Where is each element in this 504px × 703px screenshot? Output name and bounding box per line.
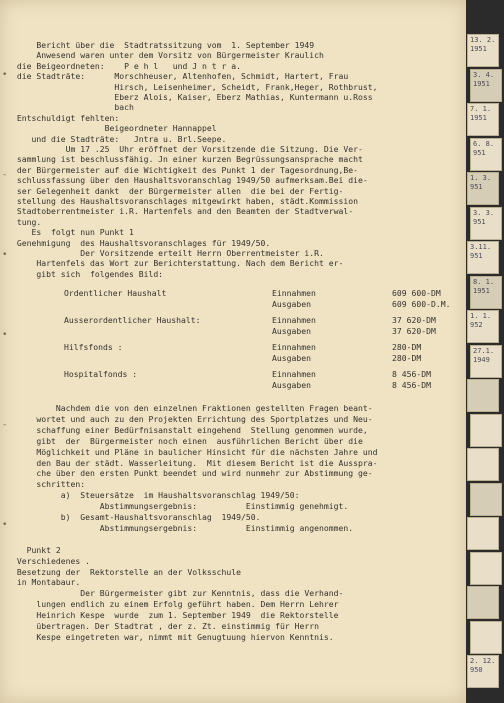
budget-amount: 280-DM xyxy=(392,352,422,363)
text-line: Der Vorsitzende erteilt Herrn Oberrentmeister i.R. xyxy=(12,248,324,258)
text-line: Anwesend waren unter dem Vorsitz von Bürgermeister Kraulich xyxy=(12,50,324,61)
text-line: lungen endlich zu einem Erfolg geführt haben. Dem Herrn Lehrer xyxy=(12,599,339,610)
text-line: Der Bürgermeister gibt zur Kenntnis, dass die Verhand- xyxy=(12,588,344,599)
text-line: Genehmigung des Haushaltsvoranschlages für 1949/50. xyxy=(12,237,271,248)
index-tab: 8. 1. 1951 xyxy=(470,276,502,309)
text-line: die Beigeordneten: P e h l und J n t r a. xyxy=(12,60,242,71)
text-line: und die Stadträte: Jntra u. Brl.Seepe. xyxy=(12,133,227,144)
text-line: Entschuldigt fehlten: xyxy=(12,112,120,123)
index-tab xyxy=(470,414,502,447)
text-line: gibt der Bürgermeister noch einen ausführlichen Bericht über die xyxy=(12,435,363,446)
budget-item: Einnahmen xyxy=(272,315,316,325)
margin-mark: - xyxy=(2,420,8,430)
text-line: die Stadträte: Morschheuser, Altenhofen, Schmidt, Hartert, Frau xyxy=(12,71,349,82)
text-line: gibt sich folgendes Bild: xyxy=(12,268,164,279)
margin-mark: • xyxy=(2,70,8,80)
index-tab: 7. 1. 1951 xyxy=(467,103,499,136)
text-line: Hartenfels das Wort zur Berichterstattung. Nach dem Bericht er- xyxy=(12,258,344,269)
text-line: tung. xyxy=(12,216,42,227)
index-tab: 3. 3. 951 xyxy=(470,207,502,240)
text-line: Abstimmungsergebnis: Einstimmig angenommen. xyxy=(12,522,354,533)
text-line: Stadtoberrentmeister i.R. Hartenfels and den Beamten der Stadtverwal- xyxy=(12,206,354,217)
text-line: wortet und auch zu den Projekten Errichtung des Sportplatzes und Neu- xyxy=(12,413,373,424)
text-line: bach xyxy=(12,102,134,113)
text-line: schritten: xyxy=(12,479,86,490)
budget-amount: 609 600-DM xyxy=(392,288,441,298)
index-tab xyxy=(470,552,502,585)
index-tab: 3. 4. 1951 xyxy=(470,69,502,102)
budget-amount: 609 600-D.M. xyxy=(392,298,451,309)
text-line: Hirsch, Leisenheimer, Scheidt, Frank,Heger, Rothbrust, xyxy=(12,81,378,92)
text-line: schlussfassung über den Haushaltsvoranschlag 1949/50 aufmerksam.Bei die- xyxy=(12,175,368,186)
budget-item: Einnahmen xyxy=(272,288,316,298)
index-tab: 2. 12. 950 xyxy=(467,655,499,688)
text-line: Beigeordneter Hannappel xyxy=(12,123,217,134)
text-line: Nachdem die von den einzelnen Fraktionen gestellten Fragen beant- xyxy=(12,403,373,413)
index-tab xyxy=(470,621,502,654)
text-line: Eberz Alois, Kaiser, Eberz Mathias, Kuntermann u.Ross xyxy=(12,92,373,102)
text-line: sammlung ist beschlussfähig. Jn einer kurzen Begrüssungsansprache macht xyxy=(12,154,363,165)
text-line: übertragen. Der Stadtrat , der z. Zt. einstimmig für Herrn xyxy=(12,621,319,631)
index-tab: 1. 1. 952 xyxy=(467,310,499,343)
text-line: schaffung einer Bedürfnisanstalt eingehend Stellung genommen wurde, xyxy=(12,424,368,435)
index-tab: 6. 8. 951 xyxy=(470,138,502,171)
text-line: Möglichkeit und Pläne in baulicher Hinsicht für die nächsten Jahre und xyxy=(12,446,378,457)
budget-section-label: Ordentlicher Haushalt xyxy=(64,288,167,298)
text-line: Besetzung der Rektorstelle an der Volksschule xyxy=(12,566,242,577)
index-tab xyxy=(467,586,499,619)
budget-amount: 280-DM xyxy=(392,342,422,352)
text-line: Abstimmungsergebnis: Einstimmig genehmigt. xyxy=(12,501,349,512)
margin-mark: - xyxy=(2,170,8,180)
text-line: Heinrich Kespe wurde zum 1. September 1949 die Rektorstelle xyxy=(12,610,339,621)
budget-item: Ausgaben xyxy=(272,379,311,390)
margin-mark: • xyxy=(2,520,8,530)
text-line: b) Gesamt-Haushaltsvoranschlag 1949/50. xyxy=(12,512,261,522)
budget-amount: 37 620-DM xyxy=(392,315,436,325)
index-tab: 3.11. 951 xyxy=(467,241,499,274)
budget-section-label: Ausserordentlicher Haushalt: xyxy=(64,315,201,325)
margin-mark: • xyxy=(2,250,8,260)
index-tab xyxy=(467,517,499,550)
index-tab xyxy=(467,448,499,481)
text-line: Kespe eingetreten war, nimmt mit Genugtuung hiervon Kenntnis. xyxy=(12,631,334,642)
index-tab xyxy=(467,379,499,412)
index-tab xyxy=(470,483,502,516)
budget-amount: 8 456-DM xyxy=(392,369,431,379)
index-tab: 13. 2. 1951 xyxy=(467,34,499,67)
budget-amount: 37 620-DM xyxy=(392,325,436,336)
budget-item: Einnahmen xyxy=(272,342,316,352)
file-index-tabs xyxy=(466,0,504,703)
text-line: a) Steuersätze im Haushaltsvoranschlag 1949/50: xyxy=(12,490,300,501)
text-line: ser Gelegenheit dankt der Bürgermeister allen die bei der Fertig- xyxy=(12,185,344,196)
text-line: Bericht über die Stadtratssitzung vom 1. September 1949 xyxy=(12,40,315,50)
budget-section-label: Hospitalfonds : xyxy=(64,369,138,379)
budget-item: Ausgaben xyxy=(272,298,311,309)
text-line: Punkt 2 xyxy=(12,544,61,555)
budget-item: Einnahmen xyxy=(272,369,316,379)
text-line: Um 17 .25 Uhr eröffnet der Vorsitzende die Sitzung. Die Ver- xyxy=(12,144,363,154)
budget-amount: 8 456-DM xyxy=(392,379,431,390)
text-line: che über den ersten Punkt beendet und wird nunmehr zur Abstimmung ge- xyxy=(12,468,373,479)
text-line: stellung des Haushaltsvoranschlages mitgewirkt haben, städt.Kommission xyxy=(12,196,358,206)
index-tab: 27.1. 1949 xyxy=(470,345,502,378)
margin-mark: • xyxy=(2,330,8,340)
budget-section-label: Hilfsfonds : xyxy=(64,342,123,352)
text-line: Verschiedenes . xyxy=(12,555,90,566)
text-line: den Bau der städt. Wasserleitung. Mit diesem Bericht ist die Ausspra- xyxy=(12,457,378,468)
text-line: in Montabaur. xyxy=(12,577,81,588)
index-tab: 1. 3. 951 xyxy=(467,172,499,205)
text-line: Es folgt nun Punkt 1 xyxy=(12,227,134,238)
budget-item: Ausgaben xyxy=(272,325,311,336)
text-line: der Bürgermeister auf die Wichtigkeit des Punkt 1 der Tagesordnung,Be- xyxy=(12,164,358,175)
budget-item: Ausgaben xyxy=(272,352,311,363)
